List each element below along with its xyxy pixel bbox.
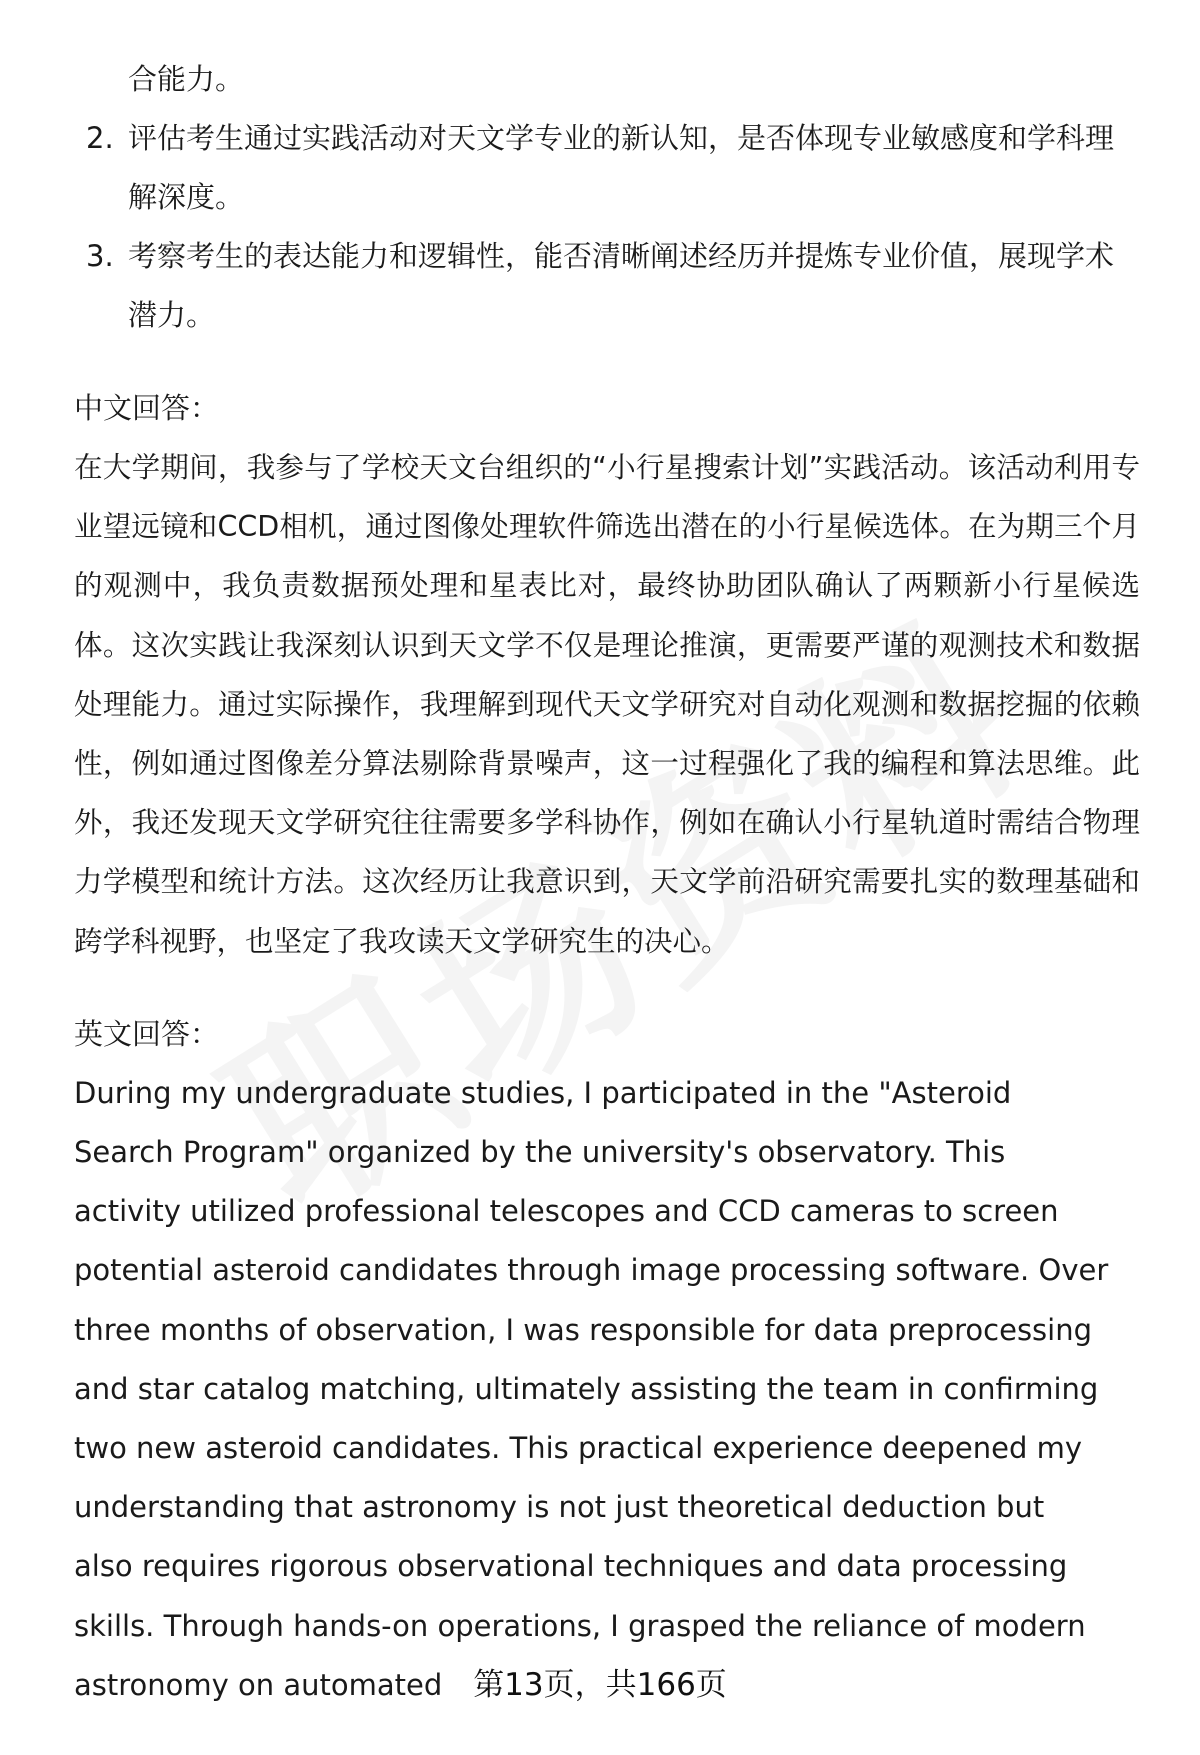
chinese-answer-text: 在大学期间，我参与了学校天文台组织的“小行星搜索计划”实践活动。该活动利用专业望远镜和CCD相机，通过图像处理软件筛选出潜在的小行星候选体。在为期三个月的观测中，我负责数据预处理和星表比对，最终协助团队确认了两颗新小行星候选体。这次实践让我深刻认识到天文学不仅是理论推演，更需要严谨的观测技术和数据处理能力。通过实际操作，我理解到现代天文学研究对自动化观测和数据挖掘的依赖性，例如通过图像差分算法剔除背景噪声，这一过程强化了我的编程和算法思维。此外，我还发现天文学研究往往需要多学科协作，例如在确认小行星轨道时需结合物理力学模型和统计方法。这次经历让我意识到，天文学前沿研究需要扎实的数理基础和跨学科视野，也坚定了我攻读天文学研究生的决心。 [74,451,1140,958]
document-page [74,50,1140,1715]
english-answer-text: During my undergraduate studies, I participated in the "Asteroid Search Program" organized by the university's observatory. This activity utilized professional telescopes and CCD cameras to screen potential asteroid candidates through image processing software. Over three months of observation, I was responsible for data preprocessing and star catalog matching, ultimately assisting the team in confirming two new asteroid candidates. This practical experience deepened my understanding that astronomy is not just theoretical deduction but also requires rigorous observational techniques and data processing skills. Through hands-on operations, I grasped the reliance of modern astronomy on automated [74,1075,1109,1702]
criteria-list [74,109,1140,345]
english-answer-label: 英文回答： [74,1016,220,1051]
list-item-text: 评估考生通过实践活动对天文学专业的新认知，是否体现专业敏感度和学科理解深度。 [128,121,1115,214]
list-item-number: 3. [86,239,114,273]
list-item-text: 考察考生的表达能力和逻辑性，能否清晰阐述经历并提炼专业价值，展现学术潜力。 [128,239,1115,332]
list-item-number: 2. [86,121,114,155]
chinese-answer-label: 中文回答： [74,391,220,425]
list-item [74,227,1140,345]
continuation-text: 合能力。 [128,62,245,96]
page-number: 第13页，共166页 [473,1667,727,1703]
list-item [74,109,1140,227]
